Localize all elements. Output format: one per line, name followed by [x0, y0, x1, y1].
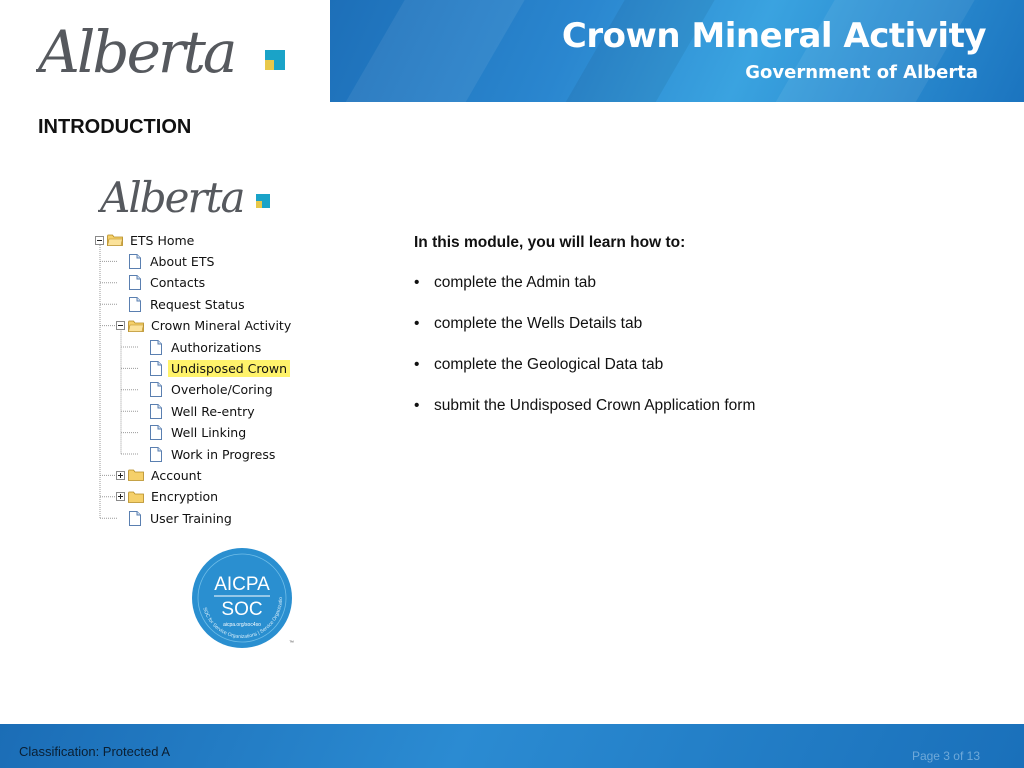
classification-label: Classification: Protected A: [19, 744, 171, 759]
tree-item-label: Overhole/Coring: [171, 382, 273, 398]
collapse-icon[interactable]: [95, 236, 104, 245]
folder-closed-icon: [128, 469, 144, 481]
tree-item-label: Contacts: [150, 275, 206, 291]
tree-item[interactable]: [148, 338, 264, 356]
learning-item: • complete the Admin tab: [414, 274, 596, 291]
folder-open-icon: [128, 320, 144, 332]
page-icon: [129, 254, 141, 269]
folder-closed-icon: [128, 491, 144, 503]
tree-item-label: Crown Mineral Activity: [151, 318, 292, 334]
learning-item: • complete the Wells Details tab: [414, 315, 643, 332]
header: [0, 0, 1024, 102]
learning-item-text: submit the Undisposed Crown Application form: [434, 397, 756, 414]
expand-icon[interactable]: [116, 492, 125, 501]
page-icon: [129, 275, 141, 290]
page-icon: [129, 297, 141, 312]
tree-item[interactable]: [148, 424, 249, 442]
page-icon: [129, 511, 141, 526]
learning-item-text: complete the Admin tab: [434, 274, 596, 291]
learning-item: • complete the Geological Data tab: [414, 356, 664, 373]
page-icon: [150, 404, 162, 419]
title-banner: [330, 0, 1024, 102]
tree-alberta-logo: [98, 166, 274, 222]
tree-item[interactable]: [95, 231, 197, 249]
tree-item[interactable]: [127, 274, 208, 292]
expand-icon[interactable]: [116, 471, 125, 480]
tree-item[interactable]: [127, 509, 235, 527]
page-icon: [150, 340, 162, 355]
tree-item[interactable]: [116, 466, 204, 484]
tree-item[interactable]: [116, 488, 221, 506]
tree-item-label: Authorizations: [171, 339, 262, 355]
tree-item-label: User Training: [150, 510, 232, 526]
learning-item-text: complete the Geological Data tab: [434, 356, 664, 373]
page-number: Page 3 of 13: [911, 749, 980, 763]
badge-tm: ™: [289, 640, 294, 646]
learning-objectives: [414, 234, 974, 438]
tree-item-label: Request Status: [150, 296, 245, 312]
page-icon: [150, 425, 162, 440]
tree-item[interactable]: [148, 402, 258, 420]
page-icon: [150, 382, 162, 397]
tree-item[interactable]: [127, 295, 248, 313]
tree-item-label: Account: [151, 467, 202, 483]
tree-item-label: Well Re-entry: [171, 403, 255, 419]
badge-url: aicpa.org/soc4so: [223, 622, 261, 628]
learning-item: • submit the Undisposed Crown Application form: [414, 397, 756, 414]
tree-item-label: Work in Progress: [171, 446, 276, 462]
tree-item[interactable]: [148, 445, 278, 463]
tree-item[interactable]: [148, 381, 276, 399]
tree-item[interactable]: [127, 252, 217, 270]
learning-heading: In this module, you will learn how to:: [414, 234, 686, 251]
tree-item-label: Well Linking: [171, 425, 247, 441]
section-title: INTRODUCTION: [38, 116, 192, 138]
tree-item[interactable]: [116, 317, 294, 335]
aicpa-soc-badge: [186, 546, 298, 650]
tree-item-label: Undisposed Crown: [168, 360, 290, 377]
logo-area: [0, 0, 330, 102]
tree-item-label: Encryption: [151, 489, 219, 505]
badge-ring-text: SOC for Service Organizations | Service Organizatio: [201, 597, 285, 641]
tree-item[interactable]: [148, 359, 290, 377]
page-icon: [150, 361, 162, 376]
page-icon: [150, 447, 162, 462]
tree-item-label: ETS Home: [130, 232, 195, 248]
learning-item-text: complete the Wells Details tab: [434, 315, 643, 332]
badge-line2: SOC: [221, 599, 263, 620]
banner-title: Crown Mineral Activity: [561, 16, 986, 56]
banner-subtitle: Government of Alberta: [745, 62, 978, 83]
badge-line1: AICPA: [214, 574, 270, 595]
tree-item-label: About ETS: [150, 253, 215, 269]
footer: [0, 724, 1024, 768]
tree-logo-text: Alberta: [100, 173, 244, 222]
collapse-icon[interactable]: [116, 321, 125, 330]
alberta-logo: [36, 10, 288, 86]
folder-open-icon: [107, 234, 123, 246]
alberta-logo-text: Alberta: [38, 18, 235, 86]
